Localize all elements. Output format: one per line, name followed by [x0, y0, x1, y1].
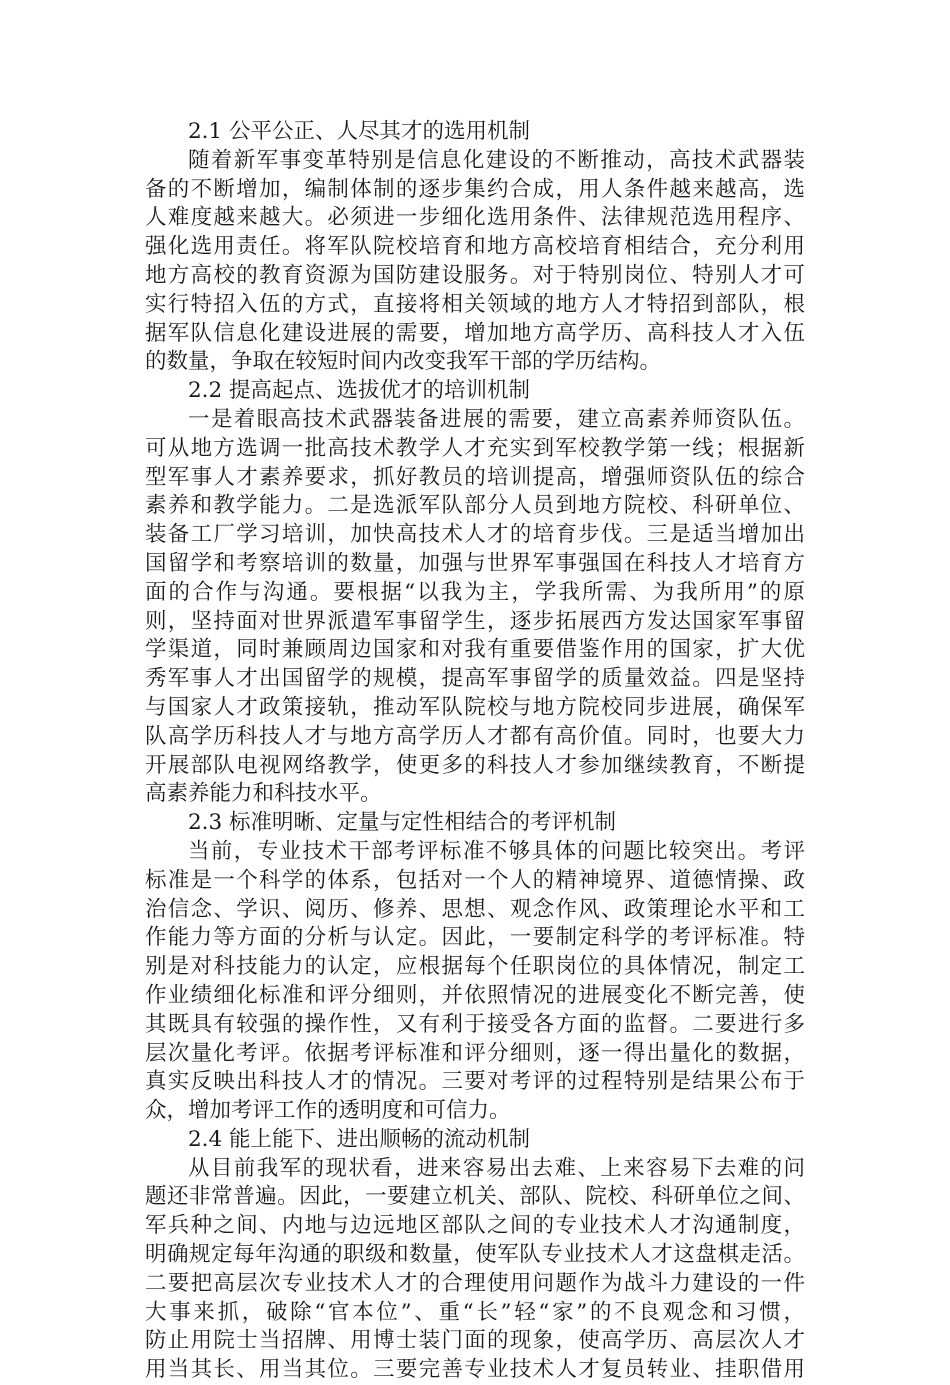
section-heading: 2.1 公平公正、人尽其才的选用机制 — [188, 119, 531, 144]
paragraph-line: 题还非常普遍。因此，一要建立机关、部队、院校、科研单位之间、 — [145, 1184, 805, 1210]
section-heading: 2.4 能上能下、进出顺畅的流动机制 — [188, 1126, 531, 1152]
paragraph-line: 别是对科技能力的认定，应根据每个任职岗位的具体情况，制定工 — [145, 954, 805, 980]
paragraph-line: 开展部队电视网络教学，使更多的科技人才参加继续教育，不断提 — [145, 752, 805, 778]
paragraph-line: 与国家人才政策接轨，推动军队院校与地方院校同步进展，确保军 — [145, 694, 805, 720]
paragraph-line: 备的不断增加，编制体制的逐步集约合成，用人条件越来越高，选 — [145, 176, 805, 202]
paragraph-line: 面的合作与沟通。要根据“以我为主，学我所需、为我所用”的原 — [145, 579, 805, 605]
paragraph-line: 一是着眼高技术武器装备进展的需要，建立高素养师资队伍。 — [188, 406, 805, 432]
paragraph-line: 实行特招入伍的方式，直接将相关领域的地方人才特招到部队，根 — [145, 291, 805, 317]
paragraph-line: 队高学历科技人才与地方高学历人才都有高价值。同时，也要大力 — [145, 723, 805, 749]
paragraph-line: 真实反映出科技人才的情况。三要对考评的过程特别是结果公布于 — [145, 1069, 805, 1095]
paragraph-line: 从目前我军的现状看，进来容易出去难、上来容易下去难的问 — [188, 1155, 805, 1181]
paragraph-line: 二要把高层次专业技术人才的合理使用问题作为战斗力建设的一件 — [145, 1270, 805, 1296]
paragraph-line: 当前，专业技术干部考评标准不够具体的问题比较突出。考评 — [188, 838, 805, 864]
paragraph-line: 的数量，争取在较短时间内改变我军干部的学历结构。 — [145, 349, 662, 375]
paragraph-line: 秀军事人才出国留学的规模，提高军事留学的质量效益。四是坚持 — [145, 666, 805, 692]
document-body — [145, 118, 805, 1385]
paragraph-line: 则，坚持面对世界派遣军事留学生，逐步拓展西方发达国家军事留 — [145, 608, 805, 634]
section-heading: 2.2 提高起点、选拔优才的培训机制 — [188, 378, 531, 404]
paragraph-line: 国留学和考察培训的数量，加强与世界军事强国在科技人才培育方 — [145, 550, 805, 576]
paragraph-line: 高素养能力和科技水平。 — [145, 781, 382, 807]
paragraph-line: 据军队信息化建设进展的需要，增加地方高学历、高科技人才入伍 — [145, 320, 805, 346]
paragraph-line: 作能力等方面的分析与认定。因此，一要制定科学的考评标准。特 — [145, 925, 805, 951]
paragraph-line: 型军事人才素养要求，抓好教员的培训提高，增强师资队伍的综合 — [145, 464, 805, 490]
paragraph-line: 装备工厂学习培训，加快高技术人才的培育步伐。三是适当增加出 — [145, 522, 805, 548]
paragraph-line: 其既具有较强的操作性，又有利于接受各方面的监督。二要进行多 — [145, 1011, 805, 1037]
paragraph-line: 素养和教学能力。二是选派军队部分人员到地方院校、科研单位、 — [145, 493, 805, 519]
section-2-4 — [145, 1126, 805, 1385]
paragraph-line: 可从地方选调一批高技术教学人才充实到军校教学第一线；根据新 — [145, 435, 805, 461]
paragraph-line: 随着新军事变革特别是信息化建设的不断推动，高技术武器装 — [188, 147, 805, 173]
paragraph-line: 作业绩细化标准和评分细则，并依照情况的进展变化不断完善，使 — [145, 982, 805, 1008]
paragraph-line: 明确规定每年沟通的职级和数量，使军队专业技术人才这盘棋走活。 — [145, 1242, 805, 1268]
paragraph-line: 强化选用责任。将军队院校培育和地方高校培育相结合，充分利用 — [145, 234, 805, 260]
paragraph-line: 人难度越来越大。必须进一步细化选用条件、法律规范选用程序、 — [145, 205, 805, 231]
paragraph-line: 军兵种之间、内地与边远地区部队之间的专业技术人才沟通制度， — [145, 1213, 805, 1239]
paragraph-line: 大事来抓，破除“官本位”、重“长”轻“家”的不良观念和习惯， — [145, 1299, 805, 1325]
paragraph-line: 地方高校的教育资源为国防建设服务。对于特别岗位、特别人才可 — [145, 262, 805, 288]
paragraph-line: 层次量化考评。依据考评标准和评分细则，逐一得出量化的数据， — [145, 1040, 805, 1066]
section-2-3 — [145, 809, 805, 1126]
section-heading: 2.3 标准明晰、定量与定性相结合的考评机制 — [188, 810, 617, 836]
paragraph-line: 治信念、学识、阅历、修养、思想、观念作风、政策理论水平和工 — [145, 896, 805, 922]
paragraph-line: 学渠道，同时兼顾周边国家和对我有重要借鉴作用的国家，扩大优 — [145, 637, 805, 663]
paragraph-line: 防止用院士当招牌、用博士装门面的现象，使高学历、高层次人才 — [145, 1328, 805, 1354]
section-2-2 — [145, 377, 805, 809]
paragraph-line: 标准是一个科学的体系，包括对一个人的精神境界、道德情操、政 — [145, 867, 805, 893]
paragraph-line: 众，增加考评工作的透明度和可信力。 — [145, 1098, 511, 1124]
section-2-1 — [145, 118, 805, 377]
paragraph-line: 用当其长、用当其位。三要完善专业技术人才复员转业、挂职借用 — [145, 1357, 805, 1383]
